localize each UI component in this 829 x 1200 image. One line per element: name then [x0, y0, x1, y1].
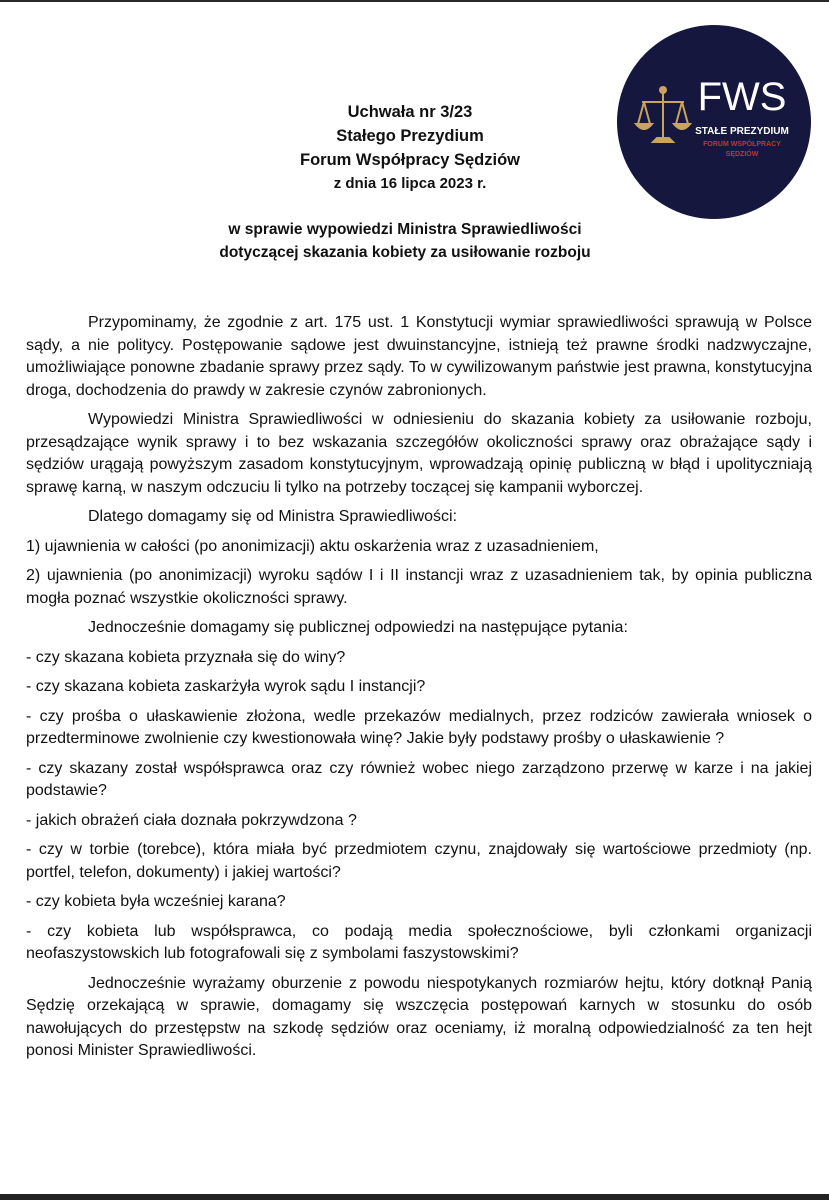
logo-line2: FORUM WSPÓŁPRACY [703, 141, 781, 148]
question-item: - czy kobieta lub współsprawca, co podają media społecznościowe, byli członkami organizacji neofaszystowskich lub fotografowali się z symbolami faszystowskimi? [26, 922, 812, 962]
question-item: - czy skazana kobieta zaskarżyła wyrok sądu I instancji? [26, 678, 426, 695]
paragraph-constitution: Przypominamy, że zgodnie z art. 175 ust. 1 Konstytucji wymiar sprawiedliwości sprawują w Polsce sądy, a nie politycy. Postępowanie sądowe jest dwuinstancyjne, istnieją też prawne środki nadzwyczajne, umożliwiające ponowne zbadanie sprawy przez sądy. To w cywilizowanym państwie jest prawna, konstytucyjna droga, dochodzenia do prawdy w zakresie czynów zabronionych. [26, 314, 812, 399]
resolution-organization: Forum Współpracy Sędziów [299, 151, 521, 169]
question-item: - jakich obrażeń ciała doznała pokrzywdzona ? [26, 811, 357, 829]
paragraph-questions-intro: Jednocześnie domagamy się publicznej odpowiedzi na następujące pytania: [88, 619, 628, 636]
question-item: - czy skazany został współsprawca oraz czy również wobec niego zarządzono przerwę w karze i na jakiej podstawie? [26, 759, 812, 799]
bottom-border [0, 1194, 829, 1200]
paragraph-closing: Jednocześnie wyrażamy oburzenie z powodu niespotykanych rozmiarów hejtu, który dotknął Panią Sędzię orzekającą w sprawie, domagamy się wszczęcia postępowań karnych w stosunku do osób nawołujących do przestępstw na szkodę sędziów oraz oceniamy, iż moralną odpowiedzialność za ten hejt ponosi Minister Sprawiedliwości. [26, 974, 812, 1059]
question-item: - czy w torbie (torebce), która miała być przedmiotem czynu, znajdowały się wartościowe przedmioty (np. portfel, telefon, dokumenty) i jakiej wartości? [26, 841, 812, 881]
demand-item-1: 1) ujawnienia w całości (po anonimizacji) aktu oskarżenia wraz z uzasadnieniem, [26, 537, 599, 555]
demand-item-2: 2) ujawnienia (po anonimizacji) wyroku sądów I i II instancji wraz z uzasadnieniem tak, by opinia publiczna mogła poznać wszystkie okoliczności sprawy. [26, 567, 812, 607]
resolution-header [170, 100, 650, 196]
paragraph-demands-intro: Dlatego domagamy się od Ministra Sprawiedliwości: [88, 508, 458, 525]
paragraph-minister-statements: Wypowiedzi Ministra Sprawiedliwości w odniesieniu do skazania kobiety za usiłowanie rozboju, przesądzające wynik sprawy i to bez wskazania szczegółów okoliczności sprawy oraz obrażające sądy i sędziów urągają powyższym zasadom konstytucyjnym, wprowadzają opinię publiczną w błąd i upolityczniają sprawę karną, w naszym odczuciu li tylko na potrzeby toczącej się kampanii wyborczej. [26, 411, 812, 496]
subject-line-1: w sprawie wypowiedzi Ministra Sprawiedliwości [228, 221, 582, 238]
top-border [0, 0, 829, 2]
question-item: - czy prośba o ułaskawienie złożona, wedle przekazów medialnych, przez rodziców zawierała wniosek o przedterminowe zwolnienie czy kwestionowała winę? Jakie były podstawy prośby o ułaskawienie ? [26, 707, 812, 747]
subject-line-2: dotyczącej skazania kobiety za usiłowanie rozboju [219, 244, 591, 261]
resolution-date: z dnia 16 lipca 2023 r. [333, 175, 487, 192]
resolution-body-text [26, 312, 812, 1063]
logo-main-text: FWS [697, 75, 787, 119]
question-item: - czy kobieta była wcześniej karana? [26, 893, 286, 910]
logo-line1: STAŁE PREZYDIUM [695, 126, 789, 137]
logo-line3: SĘDZIÓW [725, 151, 759, 158]
question-item: - czy skazana kobieta przyznała się do winy? [26, 648, 346, 666]
resolution-subject [100, 218, 710, 264]
resolution-body: Stałego Prezydium [336, 127, 484, 145]
resolution-title: Uchwała nr 3/23 [347, 103, 473, 121]
